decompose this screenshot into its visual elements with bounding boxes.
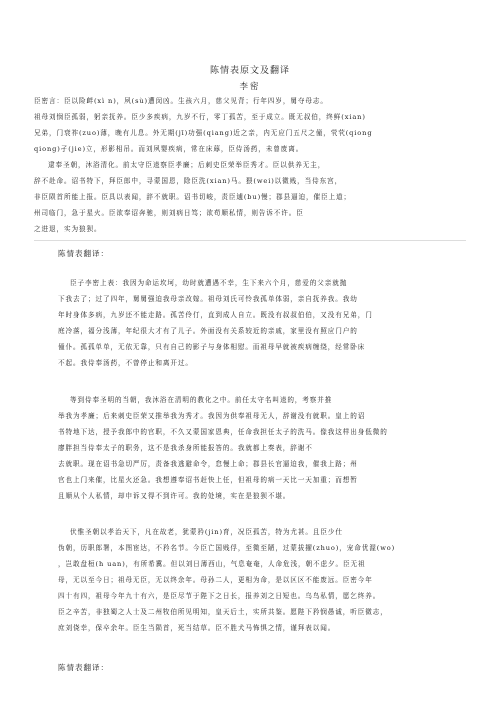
author-name: 李密 [239, 82, 261, 92]
translation-heading-2: 陈情表翻译： [58, 663, 109, 672]
original-line: 伪朝，历职郎署，本图宦达，不矜名节。今臣亡国贱俘，至微至陋，过蒙拔擢(zhuo)，宠命优渥(wo) [58, 544, 396, 552]
translation-line: 不起。我侍奉汤药，不曾停止和离开过。 [58, 359, 193, 367]
translation-line: 书特地下达，授予我郎中的官职，不久又蒙国家恩典，任命我担任太子的洗马。像我这样出身低微的 [58, 428, 388, 436]
original-line: 母，无以至今日；祖母无臣，无以终余年。母孙二人，更相为命，是以区区不能废远。臣密今年 [58, 576, 373, 584]
original-line: 之进退，实为狼狈。 [34, 225, 102, 233]
original-line: 庶刘侥幸，保卒余年。臣生当陨首，死当结草。臣不胜犬马怖惧之情，谨拜表以闻。 [58, 624, 336, 632]
divider [34, 240, 466, 241]
original-line: 逮奉圣朝，沐浴清化。前太守臣逵察臣孝廉；后刺史臣荣举臣秀才。臣以供养无主， [48, 161, 326, 169]
original-line: qiong)孑(jie)立，形影相吊。而刘夙婴疾病，常在床蓐，臣侍汤药，未曾废离。 [34, 145, 304, 153]
translation-line: 且顺从个人私情，却申诉又得不到许可。我的处境，实在是狼狈不堪。 [58, 492, 291, 500]
translation-line: 等到侍奉圣明的当朝，我沐浴在清明的教化之中。前任太守名叫逵的，考察并推 [70, 396, 333, 404]
original-line: 祖母刘悯臣孤弱，躬亲抚养。臣少多疾病，九岁不行，零丁孤苦，至于成立。既无叔伯，终鲜(xian) [34, 113, 366, 121]
original-line: 非臣陨首所能上报。臣具以表闻，辞不就职。诏书切峻，责臣逋(bu)慢；郡县逼迫，催臣上道； [34, 193, 351, 201]
translation-heading: 陈情表翻译： [58, 249, 109, 258]
translation-line: 庭冷落，福分浅薄，年纪很大才有了儿子。外面没有关系较近的亲戚，家里没有照应门户的 [58, 327, 358, 335]
original-line: 州司临门，急于星火。臣欲奉诏奔驰，则刘病日笃；欲苟顺私情，则告诉不许。臣 [34, 209, 304, 217]
document-title: 陈情表原文及翻译 [209, 66, 290, 76]
original-line: ，岂敢盘桓(h uan)，有所希冀。但以刘日薄西山，气息奄奄，人命危浅，朝不虑夕。臣无祖 [58, 560, 366, 568]
translation-line: 举我为孝廉；后来刺史臣荣又推举我为秀才。我因为供奉祖母无人，辞谢没有就职。皇上的诏 [58, 412, 366, 420]
original-line: 辞不赴命。诏书特下，拜臣郎中，寻蒙国恩，除臣洗(xian)马。猥(wei)以微贱，当侍东宫， [34, 177, 343, 185]
translation-line: 臣子李密上表：我因为命运坎坷，幼时就遭遇不幸，生下来六个月，慈爱的父亲就抛 [70, 279, 348, 287]
original-line: 臣密言：臣以险衅(xì n)，夙(sù)遭闵凶。生孩六月，慈父见背；行年四岁，舅夺母志。 [34, 97, 328, 105]
translation-line: 官也上门来催，比星火还急。我想遵奉诏书赶快上任，但祖母的病一天比一天加重；而想暂 [58, 476, 358, 484]
original-line: 伏惟圣朝以孝治天下，凡在故老，犹蒙矜(jin)育，况臣孤苦，特为尤甚。且臣少仕 [70, 528, 343, 536]
translation-line: 去就职。现在诏书急切严厉，责备我逃避命令，怠慢上命；郡县长官逼迫我，催我上路；州 [58, 460, 358, 468]
translation-line: 僮仆。孤孤单单，无依无靠，只有自己的影子与身体相慰。而祖母早就被疾病缠绕，经常卧床 [58, 343, 366, 351]
translation-line: 年时身体多病，九岁还不能走路。孤苦伶仃，直到成人自立。既没有叔叔伯伯，又没有兄弟，门 [58, 311, 373, 319]
translation-line: 廖胖担当侍奉太子的职务，这不是我杀身所能报答的。我就都上奏表，辞谢不 [58, 444, 313, 452]
original-line: 兄弟，门衰祚(zuo)薄，晚有儿息。外无期(jī)功强(qiang)近之亲，内无应门五尺之僮，茕茕(qiong [34, 129, 373, 137]
original-line: 臣之辛苦，非独蜀之人士及二州牧伯所见明知，皇天后土，实所共鉴。愿陛下矜悯愚诚，听臣微志， [58, 608, 388, 616]
translation-line: 下我去了；过了四年，舅舅强迫我母亲改嫁。祖母刘氏可怜我孤单体弱，亲自抚养我。我幼 [58, 295, 358, 303]
original-line: 四十有四，祖母今年九十有六，是臣尽节于陛下之日长，报养刘之日短也。乌鸟私情，愿乞终养。 [58, 592, 381, 600]
